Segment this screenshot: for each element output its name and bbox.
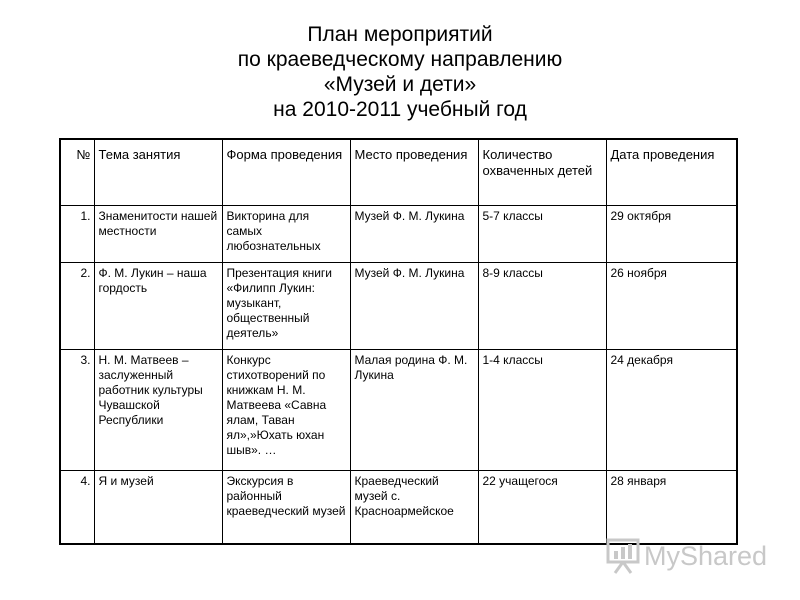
title-line-4: на 2010-2011 учебный год [273, 98, 527, 121]
header-topic: Тема занятия [94, 139, 222, 206]
events-table [59, 138, 738, 545]
header-count: Количество охваченных детей [478, 139, 606, 206]
cell-count: 1-4 классы [478, 350, 606, 471]
table-header-row [60, 139, 737, 206]
cell-count: 22 учащегося [478, 471, 606, 544]
title-line-2: по краеведческому направлению [237, 48, 563, 71]
title-line-3: «Музей и дети» [323, 73, 477, 96]
title-line-1: План мероприятий [307, 23, 493, 46]
cell-count: 8-9 классы [478, 263, 606, 350]
cell-form: Экскурсия в районный краеведческий музей [222, 471, 350, 544]
table-row [60, 350, 737, 471]
cell-date: 24 декабря [606, 350, 737, 471]
cell-num: 3. [60, 350, 94, 471]
cell-num: 1. [60, 206, 94, 263]
cell-date: 26 ноября [606, 263, 737, 350]
cell-form: Викторина для самых любознательных [222, 206, 350, 263]
cell-place: Малая родина Ф. М. Лукина [350, 350, 478, 471]
cell-form: Конкурс стихотворений по книжкам Н. М. Матвеева «Савна ялам, Таван ял»,»Юхать юхан шыв». … [222, 350, 350, 471]
header-num: № [60, 139, 94, 206]
watermark-text: MyShared [644, 540, 768, 571]
table-row [60, 263, 737, 350]
cell-topic: Знаменитости нашей местности [94, 206, 222, 263]
cell-place: Краеведческий музей с. Красноармейское [350, 471, 478, 544]
cell-topic: Я и музей [94, 471, 222, 544]
presentation-board-icon [606, 537, 640, 575]
cell-date: 29 октября [606, 206, 737, 263]
header-date: Дата проведения [606, 139, 737, 206]
cell-form: Презентация книги «Филипп Лукин: музыкант, общественный деятель» [222, 263, 350, 350]
cell-num: 4. [60, 471, 94, 544]
table-row [60, 471, 737, 544]
cell-topic: Ф. М. Лукин – наша гордость [94, 263, 222, 350]
watermark-logo [606, 536, 767, 576]
cell-date: 28 января [606, 471, 737, 544]
cell-count: 5-7 классы [478, 206, 606, 263]
cell-place: Музей Ф. М. Лукина [350, 263, 478, 350]
cell-place: Музей Ф. М. Лукина [350, 206, 478, 263]
cell-num: 2. [60, 263, 94, 350]
page-title [0, 22, 800, 122]
table-row [60, 206, 737, 263]
cell-topic: Н. М. Матвеев – заслуженный работник культуры Чувашской Республики [94, 350, 222, 471]
header-form: Форма проведения [222, 139, 350, 206]
header-place: Место проведения [350, 139, 478, 206]
